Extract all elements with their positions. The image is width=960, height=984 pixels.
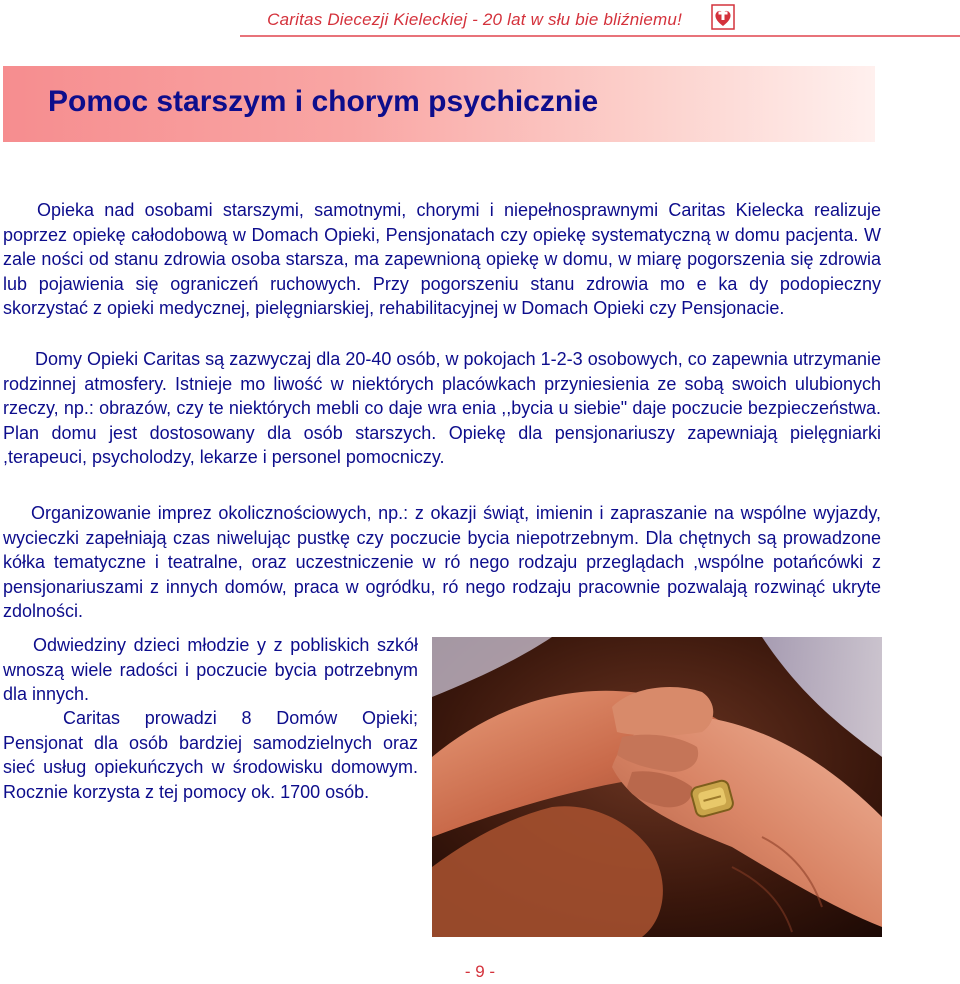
- paragraph-3: Organizowanie imprez okolicznościowych, np.: z okazji świąt, imienin i zapraszanie na wspólne wyjazdy, wycieczki zapełniają czas niwelując pustkę czy poczucie bycia niepotrzebnym. Dla chętnych są prowadzone kółka tematyczne i teatralne, oraz uczestniczenie w ró nego rodzaju przeglądach ,wspólne potańcówki z pensjonariuszami z innych domów, praca w ogródku, ró nego rodzaju pracownie pozwalają rozwinąć ukryte zdolności.: [3, 503, 881, 621]
- paragraph-1: Opieka nad osobami starszymi, samotnymi, chorymi i niepełnosprawnymi Caritas Kielecka realizuje poprzez opiekę całodobową w Domach Opieki, Pensjonatach czy opiekę systematyczną w domu pacjenta. W zale ności od stanu zdrowia osoba starsza, ma zapewnioną opiekę w domu, w miarę pogorszenia się zdrowia lub pojawienia się ograniczeń ruchowych. Przy pogorszeniu stanu zdrowia mo e ka dy podopieczny skorzystać z opieki medycznej, pielęgniarskiej, rehabilitacyjnej w Domach Opieki czy Pensjonacie.: [3, 200, 881, 318]
- paragraph-5: Caritas prowadzi 8 Domów Opieki; Pensjonat dla osób bardziej samodzielnych oraz sieć usług opiekuńczych w środowisku domowym. Rocznie korzysta z tej pomocy ok. 1700 osób.: [3, 708, 418, 802]
- running-title: Caritas Diecezji Kieleckiej - 20 lat w słu bie bliźniemu!: [267, 10, 682, 29]
- header-divider: [240, 35, 960, 37]
- paragraph-2: Domy Opieki Caritas są zazwyczaj dla 20-40 osób, w pokojach 1-2-3 osobowych, co zapewnia utrzymanie rodzinnej atmosfery. Istnieje mo liwość w niektórych placówkach przyniesienia ze sobą swoich ulubionych rzeczy, np.: obrazów, czy te niektórych mebli co daje wra enia ,,bycia u siebie" daje poczucie bezpieczeństwa. Plan domu jest dostosowany dla osób starszych. Opiekę dla pensjonariuszy zapewniają pielęgniarki ,terapeuci, psycholodzy, lekarze i personel pomocniczy.: [3, 349, 881, 467]
- running-header: [0, 0, 960, 40]
- caritas-cross-heart-icon: [711, 4, 735, 30]
- clasped-hands-photo: [432, 637, 882, 937]
- photo-illustration: [432, 637, 882, 937]
- page-number: - 9 -: [464, 962, 496, 981]
- paragraph-4: Odwiedziny dzieci młodzie y z pobliskich szkół wnoszą wiele radości i poczucie bycia potrzebnym dla innych.: [3, 635, 418, 704]
- page-title: Pomoc starszym i chorym psychicznie: [48, 85, 599, 118]
